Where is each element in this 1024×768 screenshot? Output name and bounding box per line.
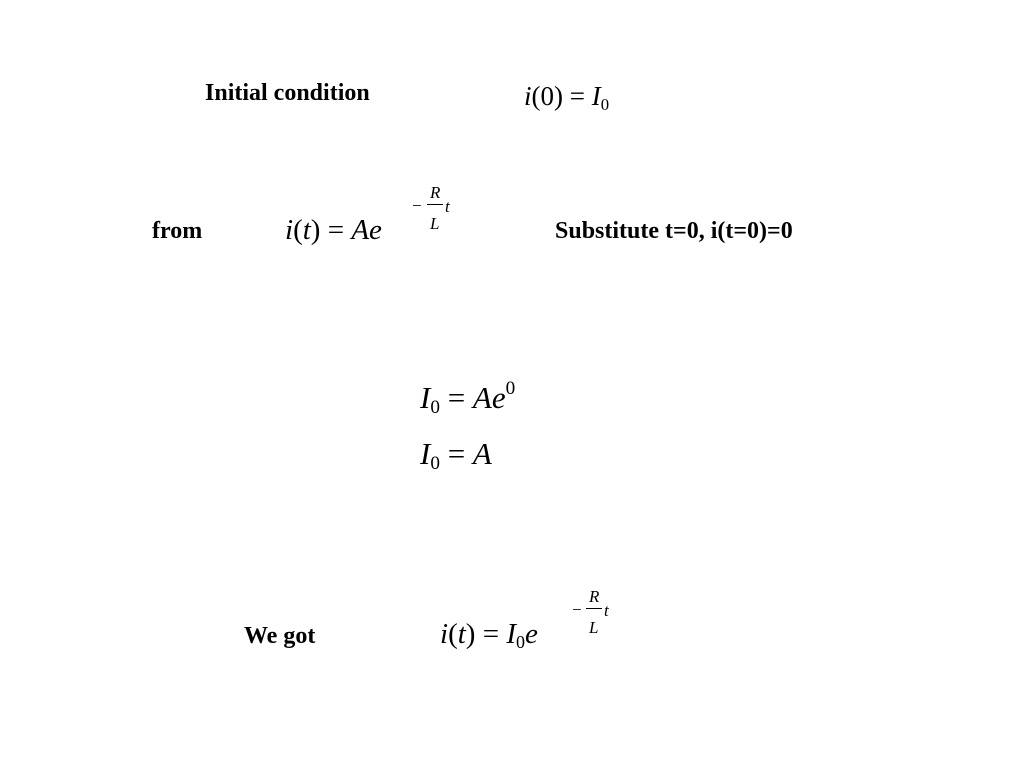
- eq-sub2-lhs-var: I: [420, 436, 431, 471]
- eq-general-exp-num: R: [430, 183, 441, 202]
- eq-sub2-rhs: A: [472, 436, 492, 471]
- eq-initial-lhs-arg: (0): [531, 81, 563, 111]
- eq-general-exp-den: L: [430, 214, 440, 233]
- initial-condition-equation: [524, 81, 610, 114]
- eq-result-rhs-var: I: [506, 618, 516, 650]
- eq-result-rhs-sub: 0: [516, 632, 525, 653]
- substitution-equation-1: [420, 377, 516, 419]
- eq-result-exp-den: L: [589, 618, 599, 637]
- from-label: from: [152, 218, 203, 244]
- substitute-label: Substitute t=0, i(t=0)=0: [555, 218, 793, 244]
- eq-general-exp-bar: [427, 204, 443, 205]
- initial-condition-label: Initial condition: [205, 80, 370, 106]
- eq-general-exp-minus: −: [412, 196, 422, 215]
- eq-general-rhs-coef: Ae: [351, 214, 382, 246]
- eq-general-exp-t: t: [445, 197, 450, 216]
- eq-sub1-rhs: Ae: [472, 380, 506, 415]
- eq-result-lhs-arg: t: [457, 618, 466, 650]
- eq-result-rhs-e: e: [524, 618, 538, 650]
- eq-general-lhs-close: ): [310, 214, 321, 246]
- eq-sub1-rhs-sup: 0: [505, 377, 516, 399]
- eq-result-lhs-open: (: [448, 618, 458, 650]
- eq-initial-lhs-var: i: [524, 81, 532, 111]
- eq-sub1-equals: =: [439, 380, 473, 415]
- eq-general-lhs-arg: t: [302, 214, 311, 246]
- eq-initial-rhs-sub: 0: [600, 94, 610, 114]
- result-equation: [440, 618, 538, 653]
- eq-general-lhs-open: (: [293, 214, 303, 246]
- eq-result-lhs-close: ): [465, 618, 476, 650]
- eq-result-exp-minus: −: [572, 600, 582, 619]
- general-solution-equation: [285, 216, 382, 245]
- eq-sub1-lhs-sub: 0: [430, 397, 440, 419]
- eq-general-equals: =: [320, 214, 352, 246]
- eq-sub1-lhs-var: I: [420, 380, 431, 415]
- we-got-label: We got: [244, 623, 316, 649]
- substitution-equation-2: [420, 436, 492, 475]
- eq-result-exp-t: t: [604, 601, 609, 620]
- eq-sub2-equals: =: [439, 436, 473, 471]
- eq-result-exp-bar: [586, 608, 602, 609]
- eq-initial-rhs-var: I: [591, 81, 601, 111]
- eq-sub2-lhs-sub: 0: [430, 453, 440, 475]
- general-solution-exponent: [412, 182, 456, 232]
- result-exponent: [572, 586, 616, 636]
- eq-initial-equals: =: [563, 81, 592, 111]
- eq-result-exp-num: R: [589, 587, 600, 606]
- eq-result-equals: =: [475, 618, 507, 650]
- eq-result-lhs-var: i: [440, 618, 449, 650]
- eq-general-lhs-var: i: [285, 214, 294, 246]
